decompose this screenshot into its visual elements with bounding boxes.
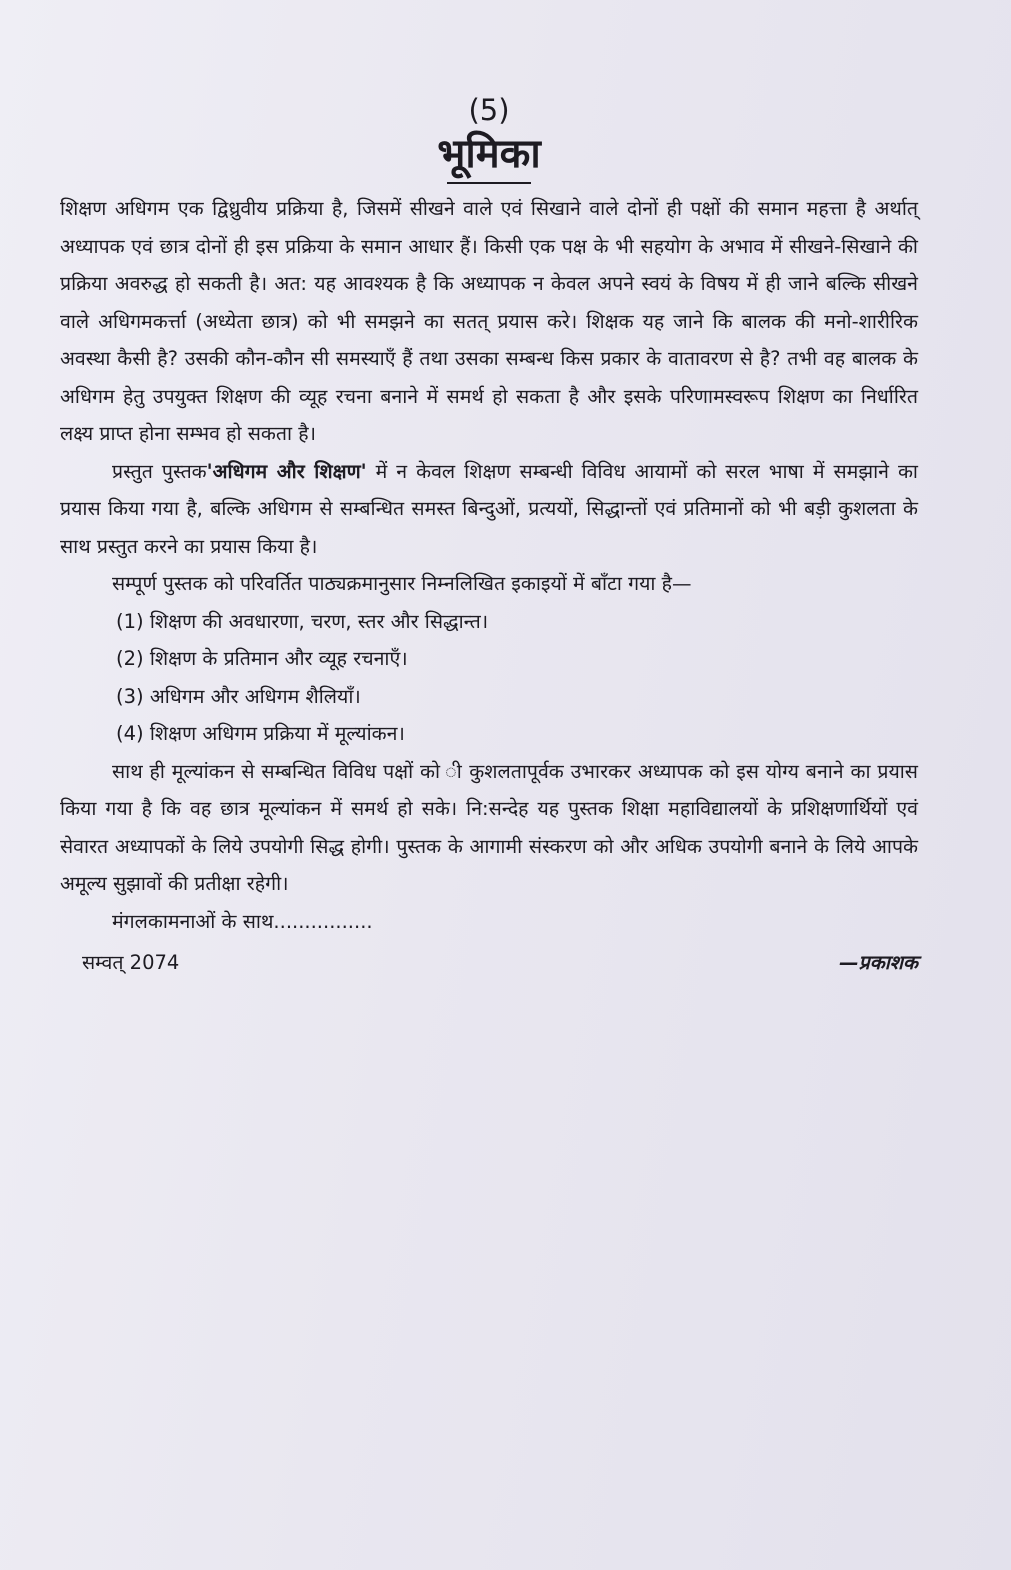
title-underline bbox=[447, 182, 531, 184]
paragraph-book-description bbox=[60, 453, 918, 566]
samvat-date: सम्वत् 2074 bbox=[82, 951, 180, 974]
publisher-signature: —प्रकाशक bbox=[839, 951, 918, 974]
paragraph-evaluation: साथ ही मूल्यांकन से सम्बन्धित विविध पक्षों को ी कुशलतापूर्वक उभारकर अध्यापक को इस योग्य बनाने का प्रयास किया गया है कि वह छात्र मूल्यांकन में समर्थ हो सके। नि:सन्देह यह पुस्तक शिक्षा महाविद्यालयों के प्रशिक्षणार्थियों एवं सेवारत अध्यापकों के लिये उपयोगी सिद्ध होगी। पुस्तक के आगामी संस्करण को और अधिक उपयोगी बनाने के लिये आपके अमूल्य सुझावों की प्रतीक्षा रहेगी। bbox=[60, 759, 918, 895]
book-intro-text: प्रस्तुत पुस्तक bbox=[112, 459, 207, 483]
signature-row bbox=[60, 944, 918, 982]
book-description-text: में न केवल शिक्षण सम्बन्धी विविध आयामों को सरल भाषा में समझाने का प्रयास किया गया है, बल्कि अधिगम से सम्बन्धित समस्त बिन्दुओं, प्रत्ययों, सिद्धान्तों एवं प्रतिमानों को भी बड़ी कुशलता के साथ प्रस्तुत करने का प्रयास किया है। bbox=[60, 459, 918, 558]
unit-item: (4) शिक्षण अधिगम प्रक्रिया में मूल्यांकन। bbox=[116, 722, 405, 745]
unit-item: (1) शिक्षण की अवधारणा, चरण, स्तर और सिद्धान्त। bbox=[116, 609, 489, 633]
page-title: भूमिका bbox=[437, 131, 541, 177]
preface-page bbox=[60, 92, 918, 982]
paragraph-units-intro: सम्पूर्ण पुस्तक को परिवर्तित पाठ्यक्रमानुसार निम्नलिखित इकाइयों में बाँटा गया है— bbox=[112, 572, 692, 595]
page-number: (5) bbox=[468, 93, 510, 127]
paragraph-greetings: मंगलकामनाओं के साथ................ bbox=[112, 909, 373, 933]
unit-item: (2) शिक्षण के प्रतिमान और व्यूह रचनाएँ। bbox=[116, 647, 408, 670]
unit-item: (3) अधिगम और अधिगम शैलियाँ। bbox=[116, 684, 361, 708]
book-title: 'अधिगम और शिक्षण' bbox=[206, 459, 367, 483]
paragraph-intro: शिक्षण अधिगम एक द्विध्रुवीय प्रक्रिया है, जिसमें सीखने वाले एवं सिखाने वाले दोनों ही पक्षों की समान महत्ता है अर्थात् अध्यापक एवं छात्र दोनों ही इस प्रक्रिया के समान आधार हैं। किसी एक पक्ष के भी सहयोग के अभाव में सीखने-सिखाने की प्रक्रिया अवरुद्ध हो सकती है। अत: यह आवश्यक है कि अध्यापक न केवल अपने स्वयं के विषय में ही जाने बल्कि सीखने वाले अधिगमकर्त्ता (अध्येता छात्र) को भी समझने का सतत् प्रयास करे। शिक्षक यह जाने कि बालक की मनो-शारीरिक अवस्था कैसी है? उसकी कौन-कौन सी समस्याएँ हैं तथा उसका सम्बन्ध किस प्रकार के वातावरण से है? तभी वह बालक के अधिगम हेतु उपयुक्त शिक्षण की व्यूह रचना बनाने में समर्थ हो सकता है और इसके परिणामस्वरूप शिक्षण का निर्धारित लक्ष्य प्राप्त होना सम्भव हो सकता है। bbox=[60, 197, 918, 445]
units-list bbox=[60, 603, 918, 753]
